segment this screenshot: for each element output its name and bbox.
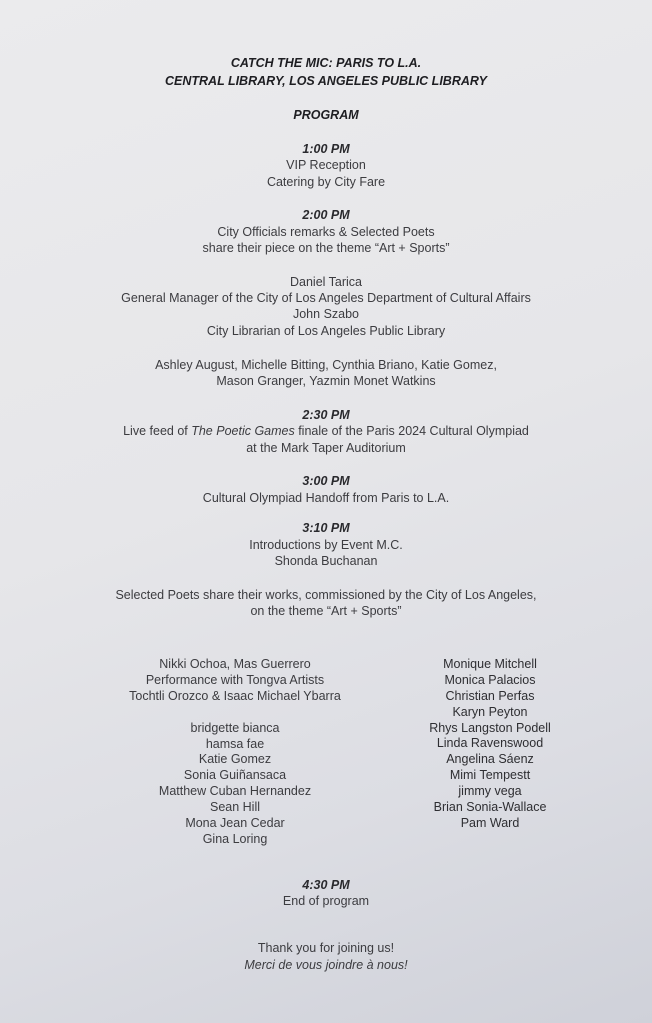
list-item: Gina Loring (202, 831, 268, 846)
list-item: Angelina Sáenz (446, 752, 534, 767)
list-item: Matthew Cuban Hernandez (158, 784, 312, 799)
live-feed-pre: Live feed of (123, 424, 192, 438)
list-item: Nikki Ochoa, Mas Guerrero (159, 657, 311, 671)
time-2pm: 2:00 PM (302, 208, 350, 222)
list-item: Monique Mitchell (443, 657, 537, 671)
catering: Catering by City Fare (266, 175, 386, 189)
list-item: Sonia Guiñansaca (183, 768, 287, 783)
live-feed-post: finale of the Paris 2024 Cultural Olympiad (294, 424, 529, 438)
vip-reception: VIP Reception (286, 158, 366, 172)
list-item: Katie Gomez (198, 752, 272, 767)
merci-line: Merci de vous joindre à nous! (244, 958, 408, 972)
list-item: Performance with Tongva Artists (145, 672, 325, 687)
list-item: Rhys Langston Podell (429, 720, 551, 735)
list-item: Tochtli Orozco & Isaac Michael Ybarra (129, 688, 341, 703)
list-item: Brian Sonia-Wallace (433, 800, 547, 815)
list-item: Christian Perfas (445, 688, 535, 703)
program-heading: PROGRAM (293, 108, 359, 122)
handoff-line: Cultural Olympiad Handoff from Paris to L.A. (202, 491, 450, 505)
auditorium-line: at the Mark Taper Auditorium (246, 441, 406, 455)
event-title: CATCH THE MIC: PARIS TO L.A. (230, 56, 422, 70)
poetic-games-title: The Poetic Games (191, 424, 295, 438)
list-item: bridgette bianca (190, 720, 280, 735)
time-310pm: 3:10 PM (302, 521, 350, 535)
list-item: Monica Palacios (444, 672, 536, 687)
time-230pm: 2:30 PM (302, 408, 350, 422)
right-performer-column (405, 657, 575, 832)
end-of-program: End of program (282, 894, 370, 908)
list-item: Pam Ward (460, 815, 520, 830)
left-performer-column (60, 657, 410, 848)
thank-you-line: Thank you for joining us! (257, 941, 395, 955)
list-item: Mona Jean Cedar (185, 816, 285, 831)
introductions-line: Introductions by Event M.C. (249, 538, 403, 552)
spacer (60, 705, 410, 721)
time-1pm: 1:00 PM (302, 142, 350, 156)
list-item: jimmy vega (458, 784, 522, 799)
time-430pm: 4:30 PM (302, 878, 350, 892)
list-item: Sean Hill (209, 800, 261, 815)
time-3pm: 3:00 PM (302, 474, 350, 488)
commission-line: Selected Poets share their works, commissioned by the City of Los Angeles, (115, 588, 537, 602)
venue-title: CENTRAL LIBRARY, LOS ANGELES PUBLIC LIBRARY (164, 74, 488, 88)
poets-line-2: Mason Granger, Yazmin Monet Watkins (216, 374, 436, 388)
official-title-1: General Manager of the City of Los Angeles Department of Cultural Affairs (121, 291, 531, 305)
list-item: hamsa fae (205, 736, 265, 751)
list-item: Linda Ravenswood (436, 736, 544, 751)
list-item: Mimi Tempestt (449, 768, 531, 783)
commission-theme: on the theme “Art + Sports” (250, 604, 402, 618)
official-name-2: John Szabo (292, 307, 360, 321)
poets-line-1: Ashley August, Michelle Bitting, Cynthia Briano, Katie Gomez, (155, 358, 497, 372)
mc-name: Shonda Buchanan (274, 554, 378, 568)
official-name-1: Daniel Tarica (289, 275, 363, 289)
theme-line: share their piece on the theme “Art + Sports” (202, 241, 450, 255)
live-feed-line (0, 423, 652, 439)
official-title-2: City Librarian of Los Angeles Public Library (206, 324, 446, 338)
officials-remarks: City Officials remarks & Selected Poets (217, 225, 435, 239)
list-item: Karyn Peyton (452, 704, 528, 719)
